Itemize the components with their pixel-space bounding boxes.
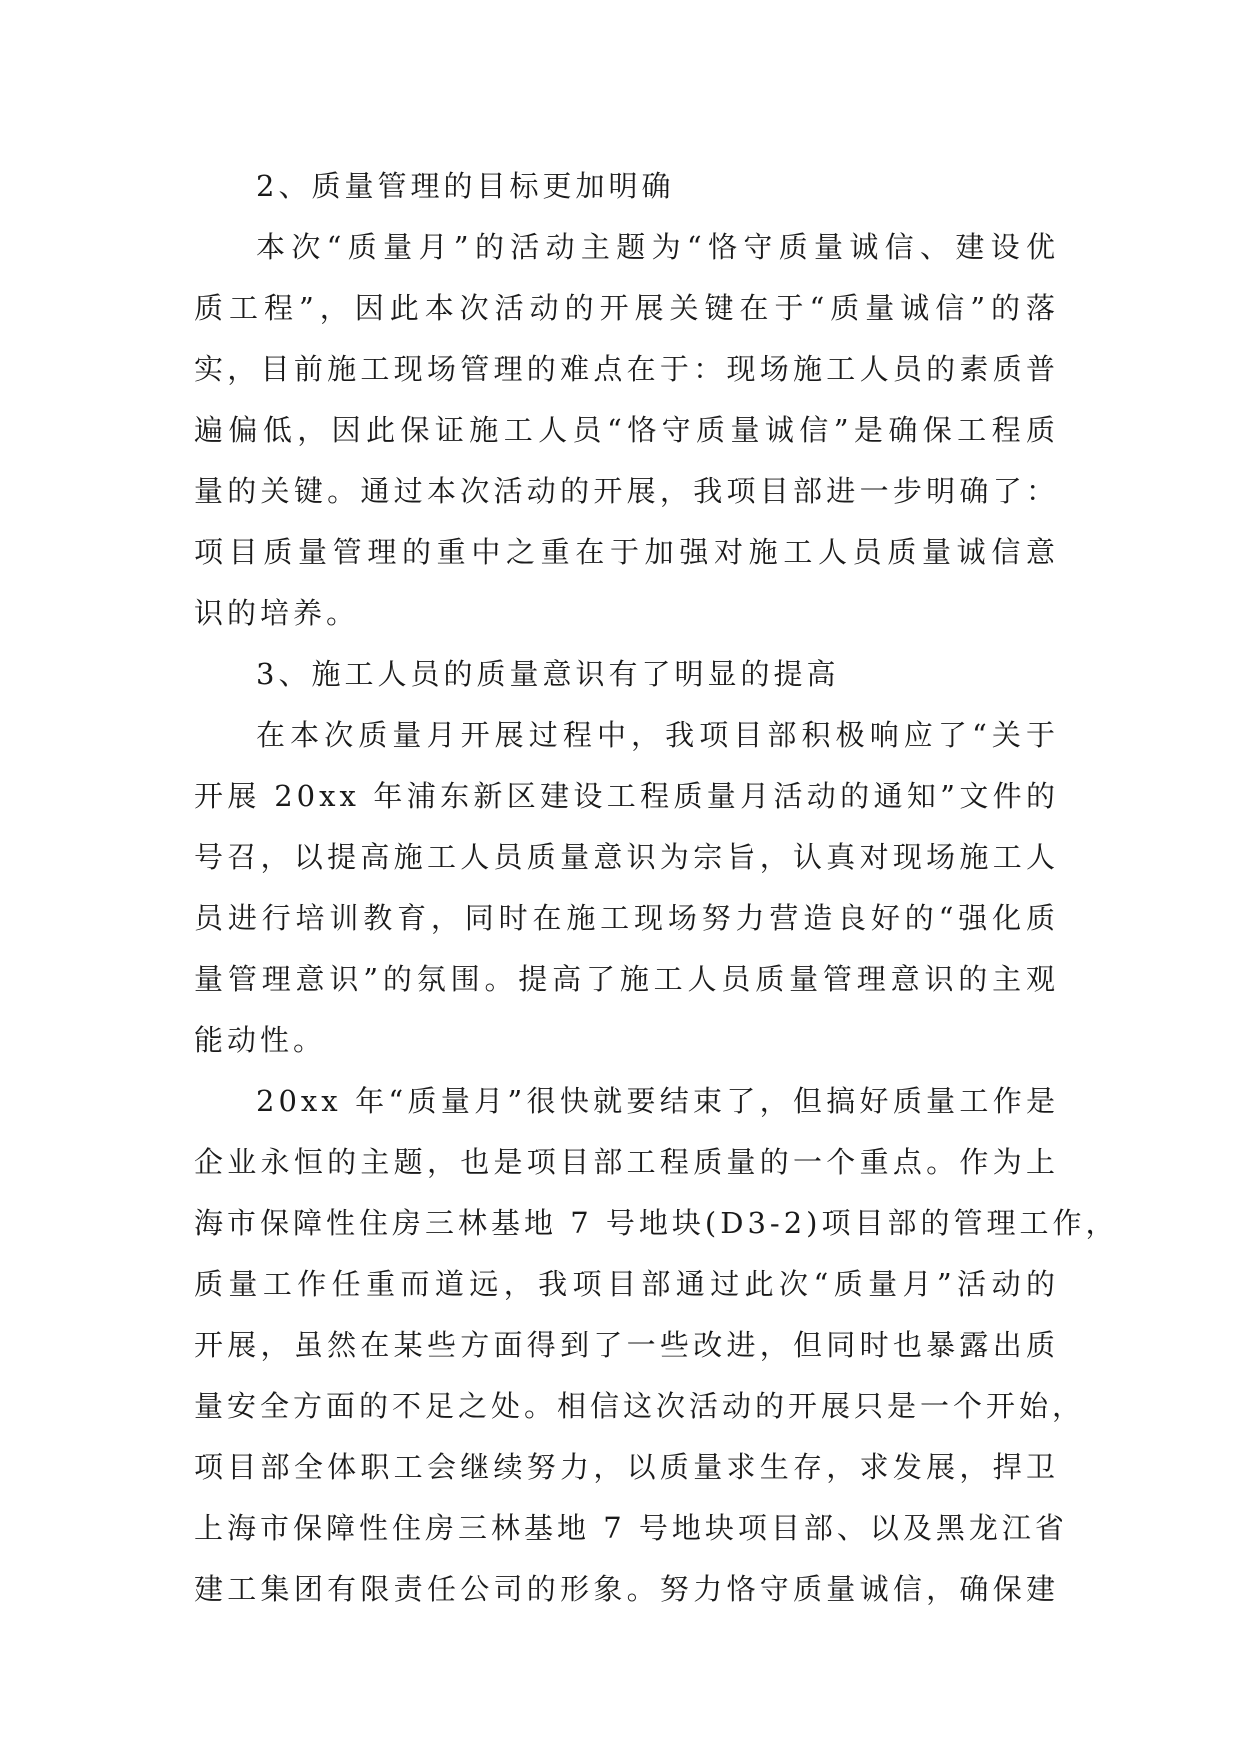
paragraph-line: 上海市保障性住房三林基地 7 号地块项目部、以及黑龙江省 bbox=[194, 1511, 1068, 1545]
paragraph-line: 质量工作任重而道远，我项目部通过此次“质量月”活动的 bbox=[194, 1267, 1059, 1301]
document-body bbox=[194, 156, 1119, 1620]
paragraph-line: 员进行培训教育，同时在施工现场努力营造良好的“强化质 bbox=[194, 901, 1059, 935]
paragraph-line: 开展 20xx 年浦东新区建设工程质量月活动的通知”文件的 bbox=[194, 779, 1059, 813]
paragraph-line: 号召，以提高施工人员质量意识为宗旨，认真对现场施工人 bbox=[194, 840, 1059, 874]
paragraph-line: 本次“质量月”的活动主题为“恪守质量诚信、建设优 bbox=[256, 230, 1059, 264]
paragraph-line: 在本次质量月开展过程中，我项目部积极响应了“关于 bbox=[256, 718, 1059, 752]
paragraph-line: 20xx 年“质量月”很快就要结束了，但搞好质量工作是 bbox=[256, 1084, 1059, 1118]
paragraph-line: 质工程”，因此本次活动的开展关键在于“质量诚信”的落 bbox=[194, 291, 1059, 325]
paragraph-line: 海市保障性住房三林基地 7 号地块(D3-2)项目部的管理工作， bbox=[194, 1206, 1119, 1240]
paragraph-line: 遍偏低，因此保证施工人员“恪守质量诚信”是确保工程质 bbox=[194, 413, 1059, 447]
paragraph-line: 企业永恒的主题，也是项目部工程质量的一个重点。作为上 bbox=[194, 1145, 1059, 1179]
paragraph-line: 项目质量管理的重中之重在于加强对施工人员质量诚信意 bbox=[194, 535, 1059, 569]
paragraph-line: 实，目前施工现场管理的难点在于：现场施工人员的素质普 bbox=[194, 352, 1059, 386]
paragraph-line: 建工集团有限责任公司的形象。努力恪守质量诚信，确保建 bbox=[194, 1572, 1059, 1606]
paragraph-line: 量管理意识”的氛围。提高了施工人员质量管理意识的主观 bbox=[194, 962, 1059, 996]
paragraph-line: 能动性。 bbox=[194, 1023, 327, 1057]
section-heading: 3、施工人员的质量意识有了明显的提高 bbox=[256, 657, 840, 691]
paragraph-line: 量的关键。通过本次活动的开展，我项目部进一步明确了： bbox=[194, 474, 1059, 508]
paragraph-line: 开展，虽然在某些方面得到了一些改进，但同时也暴露出质 bbox=[194, 1328, 1059, 1362]
paragraph-line: 量安全方面的不足之处。相信这次活动的开展只是一个开始， bbox=[194, 1389, 1086, 1423]
paragraph-line: 项目部全体职工会继续努力，以质量求生存，求发展，捍卫 bbox=[194, 1450, 1059, 1484]
section-heading: 2、质量管理的目标更加明确 bbox=[256, 169, 675, 203]
paragraph-line: 识的培养。 bbox=[194, 596, 360, 630]
